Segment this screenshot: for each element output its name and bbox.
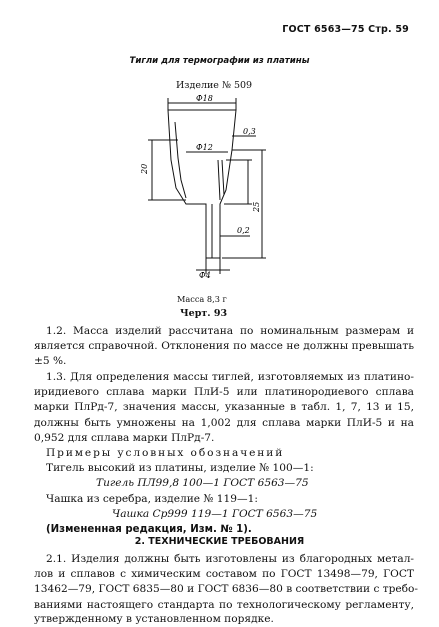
p13-line-2: иридиевого сплава марки ПлИ-5 или платинородиевого сплава (34, 386, 414, 399)
example-1-text: Тигель высокий из платины, изделие № 100—1: (46, 462, 314, 475)
p21-line-2: лов и сплавов с химическим составом по ГОСТ 13498—79, ГОСТ (34, 568, 414, 581)
paragraph-1-2 (34, 324, 414, 370)
p13-line-3: марки ПлРд-7, значения массы, указанные в табл. 1, 7, 13 и 15, (34, 401, 414, 414)
p21-line-4: ваниями настоящего стандарта по технологическому регламенту, (34, 598, 414, 611)
p21-line-3: 13462—79, ГОСТ 6835—80 и ГОСТ 6836—80 в соответствии с требо- (34, 583, 418, 596)
example-2-code: Чашка Ср999 119—1 ГОСТ 6563—75 (112, 507, 318, 520)
item-label: Изделие № 509 (176, 80, 253, 91)
p13-line-5: 0,952 для сплава марки ПлРд-7. (34, 431, 215, 444)
example-1-code: Тигель ПЛ99,8 100—1 ГОСТ 6563—75 (96, 477, 309, 490)
dim-inner-diameter: Ф12 (196, 143, 213, 152)
crucible-inner-wall-left (175, 122, 186, 198)
dim-total-height: 25 (252, 201, 261, 212)
p13-line-4: должны быть умножены на 1,002 для сплава марки ПлИ-5 и на (34, 416, 414, 429)
p21-line-1: 2.1. Изделия должны быть изготовлены из благородных метал- (46, 553, 414, 565)
running-header: ГОСТ 6563—75 Стр. 59 (282, 24, 409, 35)
dim-height: 20 (140, 163, 149, 174)
section-title: 2. ТЕХНИЧЕСКИЕ ТРЕБОВАНИЯ (134, 536, 305, 547)
dim-top-diameter: Ф18 (196, 94, 213, 103)
p13-line-1: 1.3. Для определения массы тиглей, изготовляемых из платино- (46, 371, 414, 383)
p21-line-5: утвержденному в установленном порядке. (34, 613, 274, 625)
crucible-drawing (0, 0, 439, 300)
figure-label: Черт. 93 (180, 308, 228, 319)
crucible-inner-wall-right (218, 160, 220, 200)
paragraph-2-1-end (34, 612, 414, 627)
p12-line-3: ±5 %. (34, 355, 67, 368)
revision-note-1: (Измененная редакция, Изм. № 1). (46, 524, 252, 536)
example-2-text: Чашка из серебра, изделие № 119—1: (46, 492, 258, 505)
p12-line-1: 1.2. Масса изделий рассчитана по номинальным размерам и (46, 325, 414, 337)
dim-tube-wall: 0,2 (237, 226, 250, 235)
examples-block (34, 446, 414, 537)
crucible-inner-wall-right-2 (222, 160, 224, 195)
paragraph-2-1 (34, 552, 418, 613)
examples-heading: Примеры условных обозначений (46, 447, 285, 459)
p12-line-2: является справочной. Отклонения по массе не должны превышать (34, 340, 414, 353)
figure-caption-top: Тигли для термографии из платины (129, 56, 310, 66)
mass-label: Масса 8,3 г (177, 294, 227, 304)
dim-tube-diameter: Ф4 (199, 271, 211, 280)
dim-wall: 0,3 (243, 127, 256, 136)
paragraph-1-3 (34, 370, 414, 446)
